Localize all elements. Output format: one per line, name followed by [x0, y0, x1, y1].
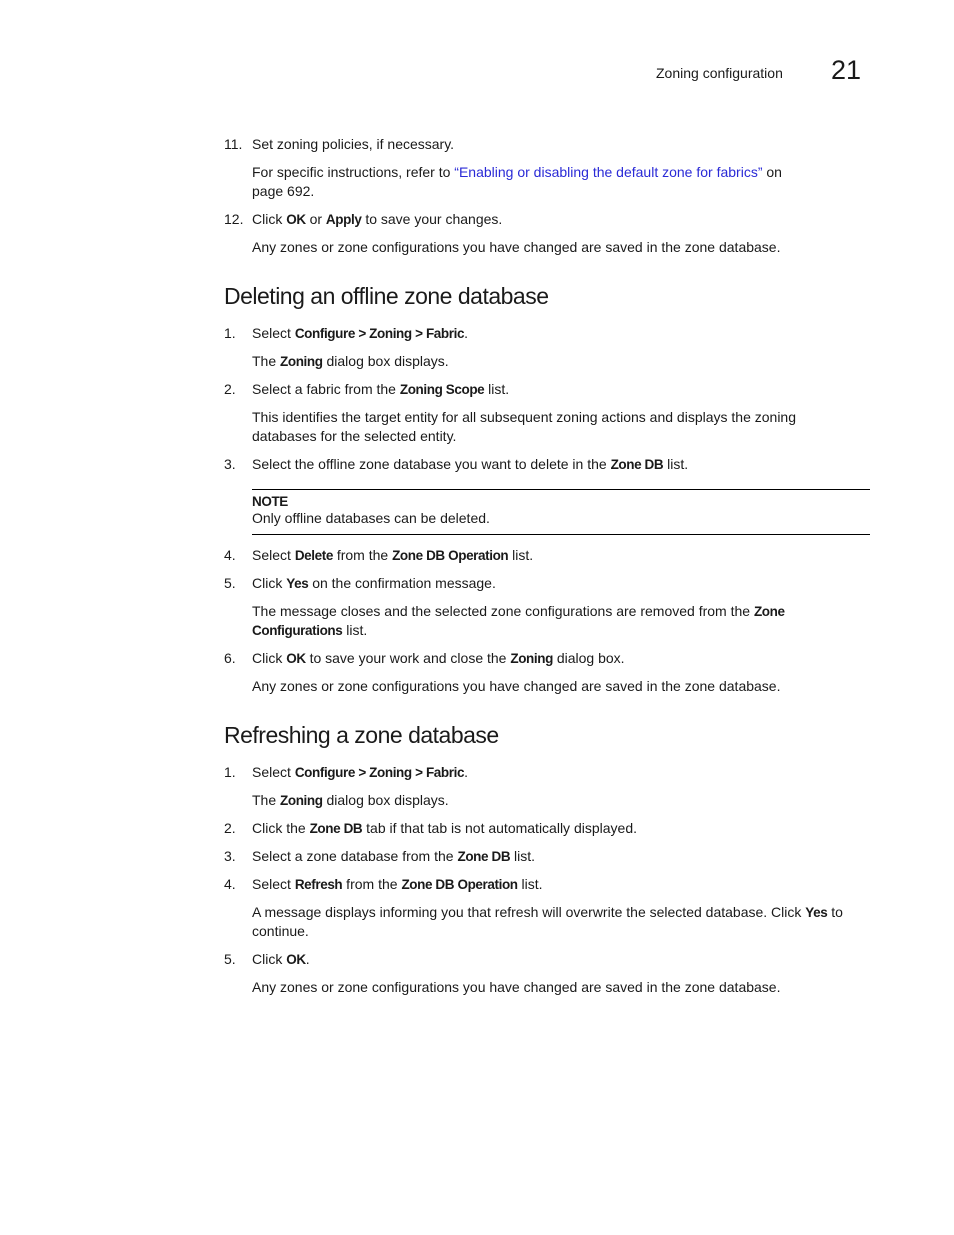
note-top-rule [252, 489, 870, 490]
step-text: Select Delete from the Zone DB Operation list. [252, 547, 534, 563]
step-number: 1. [224, 325, 236, 341]
step-note: The message closes and the selected zone configurations are removed from the Zone Configurations list. [252, 603, 785, 638]
step-number: 11. [224, 136, 243, 152]
step-text: Click OK to save your work and close the Zoning dialog box. [252, 650, 625, 666]
step-note: Any zones or zone configurations you have changed are saved in the zone database. [252, 239, 781, 255]
step-text: Click the Zone DB tab if that tab is not automatically displayed. [252, 820, 637, 836]
step-number: 6. [224, 650, 236, 666]
step-text: Select Configure > Zoning > Fabric. [252, 764, 468, 780]
step-text: Set zoning policies, if necessary. [252, 136, 455, 152]
step-number: 3. [224, 848, 236, 864]
step-text: Click OK. [252, 951, 310, 967]
step-text: Select the offline zone database you want to delete in the Zone DB list. [252, 456, 689, 472]
step-number: 4. [224, 547, 236, 563]
step-note: The Zoning dialog box displays. [252, 792, 449, 808]
step-number: 2. [224, 381, 236, 397]
step-text: Select a zone database from the Zone DB list. [252, 848, 536, 864]
step-note: A message displays informing you that refresh will overwrite the selected database. Click Yes to continue. [252, 904, 843, 939]
step-text: Click OK or Apply to save your changes. [252, 211, 503, 227]
step-note: Any zones or zone configurations you have changed are saved in the zone database. [252, 979, 781, 995]
step-note: For specific instructions, refer to “Enabling or disabling the default zone for fabrics” on page 692. [252, 164, 782, 199]
note-bottom-rule [252, 534, 870, 535]
running-header-title: Zoning configuration [656, 65, 783, 81]
step-note: The Zoning dialog box displays. [252, 353, 449, 369]
step-number: 12. [224, 211, 244, 227]
section-heading: Deleting an offline zone database [224, 283, 549, 309]
step-text: Select Configure > Zoning > Fabric. [252, 325, 468, 341]
step-number: 5. [224, 575, 236, 591]
section-heading: Refreshing a zone database [224, 722, 499, 748]
cross-reference-link[interactable]: “Enabling or disabling the default zone for fabrics” [454, 164, 763, 180]
step-number: 2. [224, 820, 236, 836]
step-number: 3. [224, 456, 236, 472]
step-note: This identifies the target entity for all subsequent zoning actions and displays the zoning databases for the selected entity. [252, 409, 796, 444]
step-number: 4. [224, 876, 236, 892]
step-text: Select a fabric from the Zoning Scope list. [252, 381, 510, 397]
note-text: Only offline databases can be deleted. [252, 510, 490, 526]
step-number: 5. [224, 951, 236, 967]
step-note: Any zones or zone configurations you have changed are saved in the zone database. [252, 678, 781, 694]
chapter-number: 21 [831, 55, 862, 85]
note-label: NOTE [252, 494, 288, 509]
step-number: 1. [224, 764, 236, 780]
step-text: Click Yes on the confirmation message. [252, 575, 496, 591]
step-text: Select Refresh from the Zone DB Operation list. [252, 876, 543, 892]
